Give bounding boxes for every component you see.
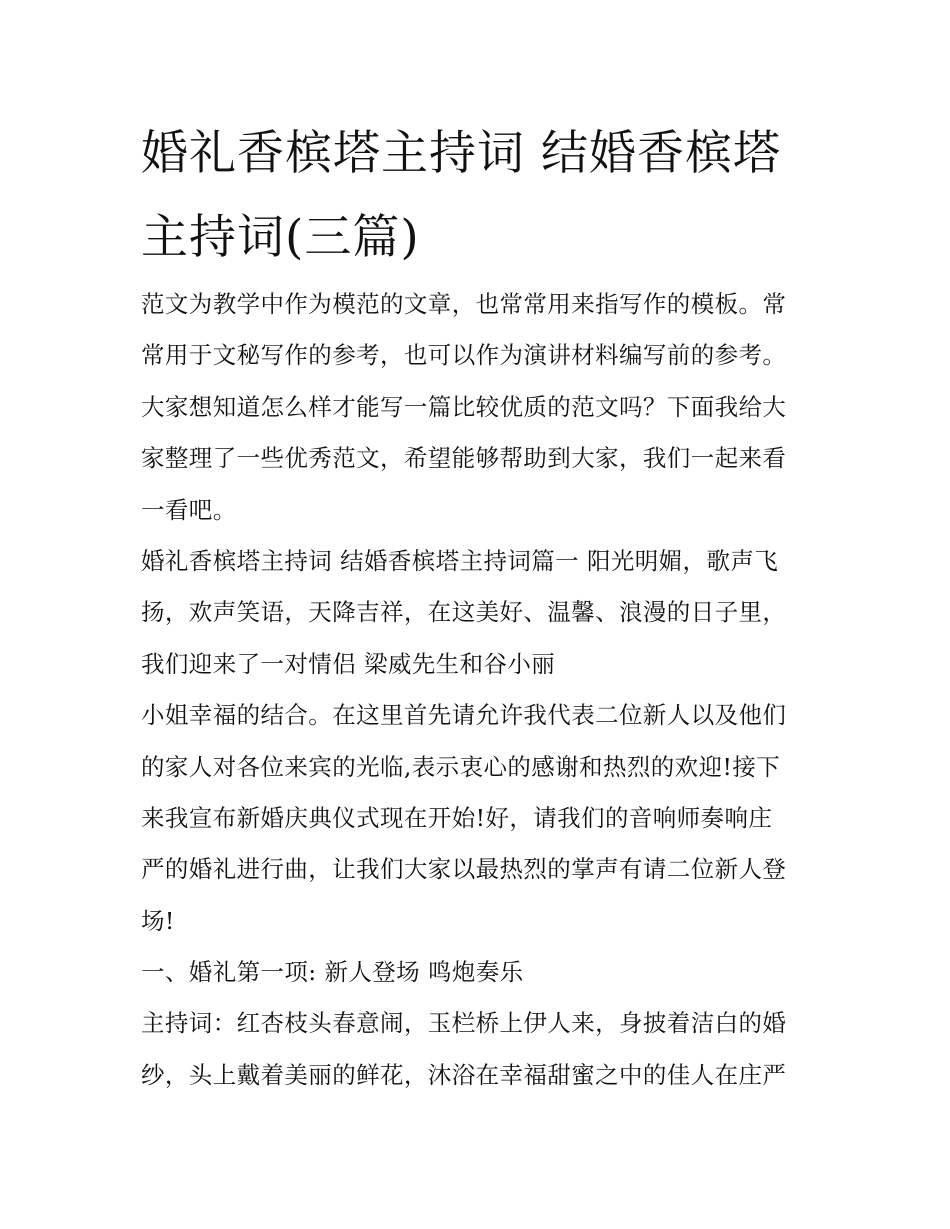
body-line: 来我宣布新婚庆典仪式现在开始!好，请我们的音响师奏响庄 bbox=[141, 803, 773, 832]
body-line: 我们迎来了一对情侣 梁威先生和谷小丽 bbox=[141, 649, 556, 678]
body-line: 纱，头上戴着美丽的鲜花，沐浴在幸福甜蜜之中的佳人在庄严 bbox=[141, 1060, 787, 1089]
body-line: 家整理了一些优秀范文，希望能够帮助到大家，我们一起来看 bbox=[141, 444, 787, 473]
body-line: 严的婚礼进行曲，让我们大家以最热烈的掌声有请二位新人登 bbox=[141, 855, 787, 884]
body-line: 小姐幸福的结合。在这里首先请允许我代表二位新人以及他们 bbox=[141, 701, 787, 730]
body-line: 常用于文秘写作的参考，也可以作为演讲材料编写前的参考。 bbox=[141, 341, 787, 370]
body-line: 大家想知道怎么样才能写一篇比较优质的范文吗？下面我给大 bbox=[141, 392, 787, 421]
body-line: 一看吧。 bbox=[141, 495, 237, 524]
body-line: 范文为教学中作为模范的文章，也常常用来指写作的模板。常 bbox=[141, 290, 787, 318]
section-heading: 一、婚礼第一项: 新人登场 鸣炮奏乐 bbox=[141, 958, 524, 987]
body-line: 的家人对各位来宾的光临,表示衷心的感谢和热烈的欢迎!接下 bbox=[141, 752, 781, 781]
body-line: 主持词：红杏枝头春意闹，玉栏桥上伊人来，身披着洁白的婚 bbox=[141, 1009, 787, 1038]
title-line-2: 主持词(三篇) bbox=[141, 210, 420, 265]
document-title bbox=[141, 112, 821, 280]
title-line-1: 婚礼香槟塔主持词 结婚香槟塔 bbox=[141, 126, 781, 181]
document-body bbox=[141, 279, 821, 1101]
body-line: 场! bbox=[141, 906, 175, 935]
body-line: 婚礼香槟塔主持词 结婚香槟塔主持词篇一 阳光明媚，歌声飞 bbox=[141, 546, 779, 575]
body-line: 扬，欢声笑语，天降吉祥，在这美好、温馨、浪漫的日子里， bbox=[141, 598, 787, 627]
